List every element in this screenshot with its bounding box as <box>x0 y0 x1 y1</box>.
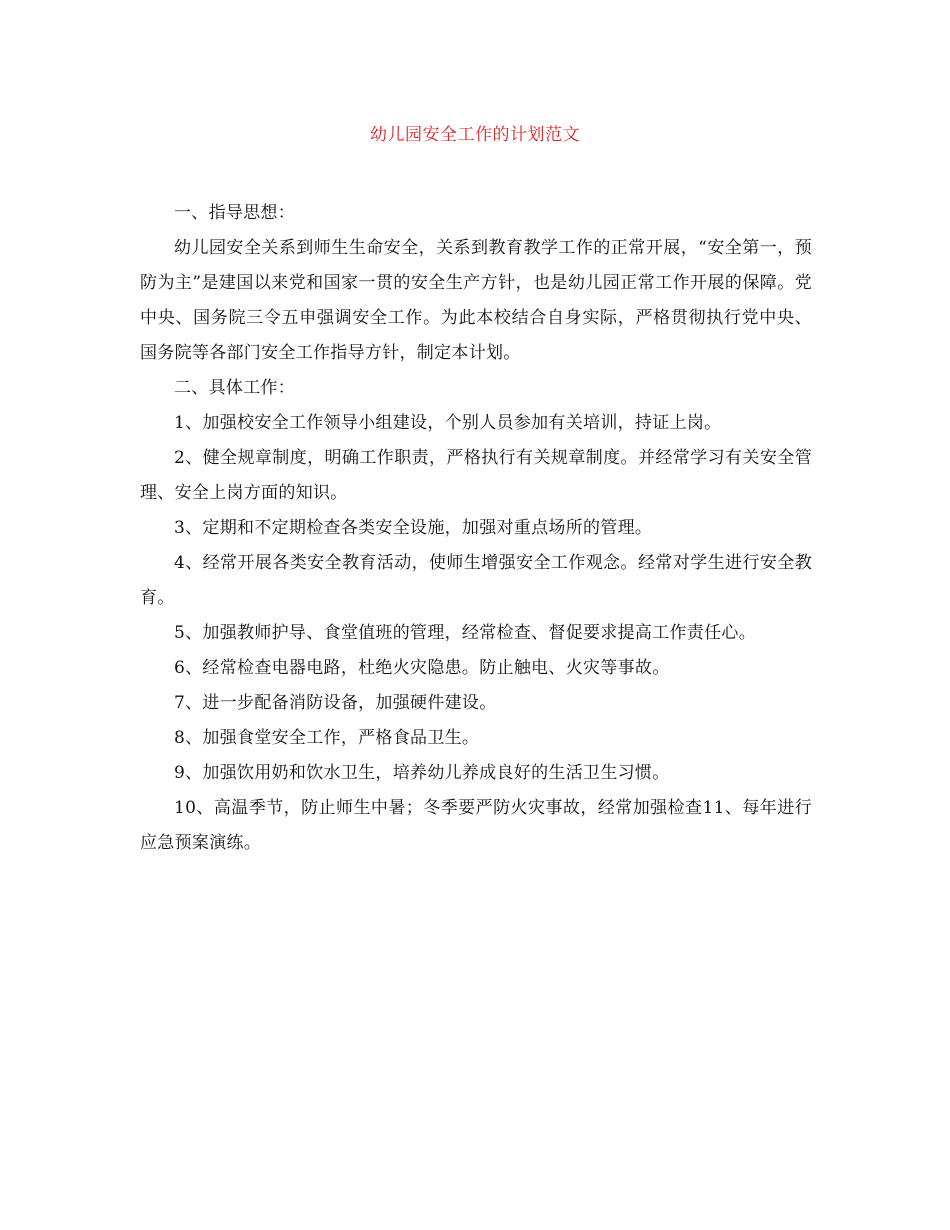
work-item-2: 2、健全规章制度，明确工作职责，严格执行有关规章制度。并经常学习有关安全管理、安全上岗方面的知识。 <box>140 448 812 503</box>
work-item-3: 3、定期和不定期检查各类安全设施，加强对重点场所的管理。 <box>174 518 653 538</box>
work-item-1: 1、加强校安全工作领导小组建设，个别人员参加有关培训，持证上岗。 <box>174 413 722 433</box>
work-item-9: 9、加强饮用奶和饮水卫生，培养幼儿养成良好的生活卫生习惯。 <box>174 763 670 783</box>
work-item-7: 7、进一步配备消防设备，加强硬件建设。 <box>174 693 497 713</box>
section-heading-guiding-idea: 一、指导思想： <box>174 203 296 223</box>
paragraph-guiding-idea: 幼儿园安全关系到师生生命安全，关系到教育教学工作的正常开展，“安全第一，预防为主”是建国以来党和国家一贯的安全生产方针，也是幼儿园正常工作开展的保障。党中央、国务院三令五申强调安全工作。为此本校结合自身实际，严格贯彻执行党中央、国务院等各部门安全工作指导方针，制定本计划。 <box>140 238 812 363</box>
document-body <box>140 196 812 861</box>
document-title: 幼儿园安全工作的计划范文 <box>370 125 580 145</box>
section-heading-specific-work: 二、具体工作： <box>174 378 296 398</box>
work-item-10: 10、高温季节，防止师生中暑；冬季要严防火灾事故，经常加强检查11、每年进行应急预案演练。 <box>140 798 812 853</box>
work-item-8: 8、加强食堂安全工作，严格食品卫生。 <box>174 728 480 748</box>
work-item-6: 6、经常检查电器电路，杜绝火灾隐患。防止触电、火灾等事故。 <box>174 658 670 678</box>
work-item-4: 4、经常开展各类安全教育活动，使师生增强安全工作观念。经常对学生进行安全教育。 <box>140 553 812 608</box>
work-item-5: 5、加强教师护导、食堂值班的管理，经常检查、督促要求提高工作责任心。 <box>174 623 757 643</box>
